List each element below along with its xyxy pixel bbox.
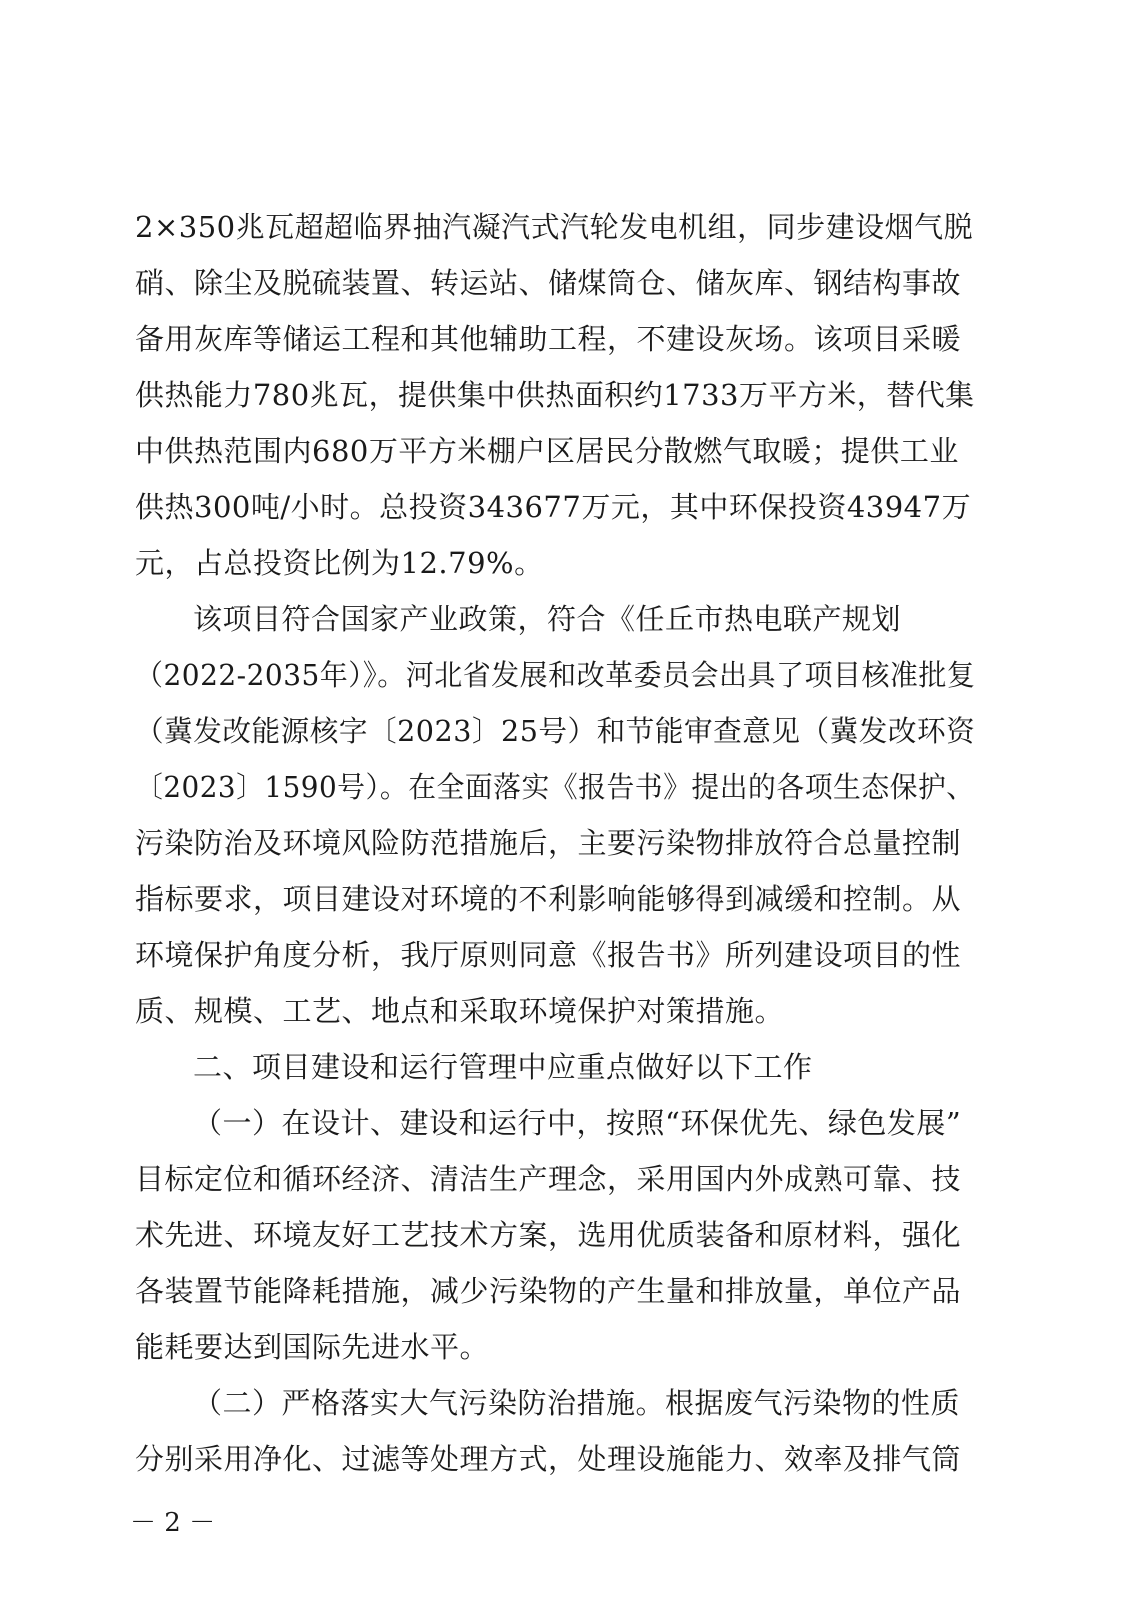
paragraph-first-line: （一）在设计、建设和运行中，按照“环保优先、绿色发展”: [193, 1106, 962, 1140]
body-text-line: 元，占总投资比例为12.79%。: [135, 546, 544, 580]
body-text-line: 中供热范围内680万平方米棚户区居民分散燃气取暖；提供工业: [135, 434, 959, 468]
body-text-line: 污染防治及环境风险防范措施后，主要污染物排放符合总量控制: [135, 826, 962, 860]
body-text-line: （2022-2035年）》。河北省发展和改革委员会出具了项目核准批复: [135, 658, 976, 692]
body-text-line: 分别采用净化、过滤等处理方式，处理设施能力、效率及排气筒: [135, 1442, 962, 1476]
body-text-line: 各装置节能降耗措施，减少污染物的产生量和排放量，单位产品: [135, 1274, 962, 1308]
body-text-line: 质、规模、工艺、地点和采取环境保护对策措施。: [135, 994, 785, 1028]
section-heading: 二、项目建设和运行管理中应重点做好以下工作: [193, 1050, 813, 1084]
body-text-line: 环境保护角度分析，我厅原则同意《报告书》所列建设项目的性: [135, 938, 962, 972]
body-text-line: 供热能力780兆瓦，提供集中供热面积约1733万平方米，替代集: [135, 378, 975, 412]
body-text-line: 供热300吨/小时。总投资343677万元，其中环保投资43947万: [135, 490, 972, 524]
body-text-line: 备用灰库等储运工程和其他辅助工程，不建设灰场。该项目采暖: [135, 322, 962, 356]
paragraph-first-line: 该项目符合国家产业政策，符合《任丘市热电联产规划: [193, 602, 902, 636]
body-text-line: 术先进、环境友好工艺技术方案，选用优质装备和原材料，强化: [135, 1218, 962, 1252]
body-text-line: 能耗要达到国际先进水平。: [135, 1330, 490, 1364]
body-text-line: 硝、除尘及脱硫装置、转运站、储煤筒仓、储灰库、钢结构事故: [135, 266, 962, 300]
body-text-line: 2×350兆瓦超超临界抽汽凝汽式汽轮发电机组，同步建设烟气脱: [135, 210, 974, 244]
page-number: － 2 －: [130, 1508, 216, 1538]
body-text-line: 〔2023〕1590号）。在全面落实《报告书》提出的各项生态保护、: [135, 770, 975, 804]
body-text-line: （冀发改能源核字〔2023〕25号）和节能审查意见（冀发改环资: [135, 714, 976, 748]
body-text-line: 目标定位和循环经济、清洁生产理念，采用国内外成熟可靠、技: [135, 1162, 962, 1196]
body-text-line: 指标要求，项目建设对环境的不利影响能够得到减缓和控制。从: [135, 882, 962, 916]
paragraph-first-line: （二）严格落实大气污染防治措施。根据废气污染物的性质: [193, 1386, 961, 1420]
